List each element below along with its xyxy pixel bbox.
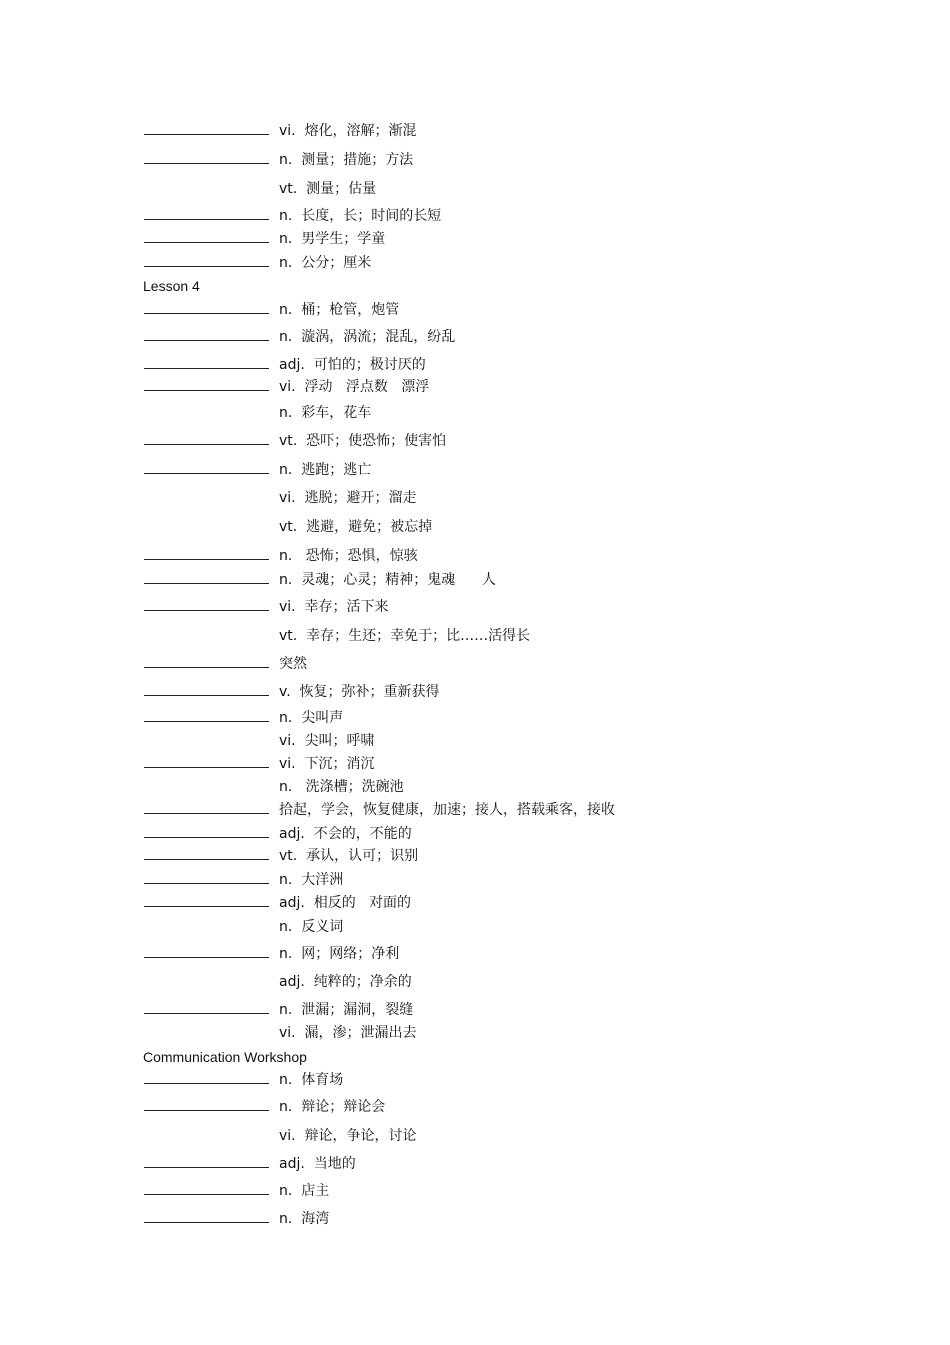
answer-blank[interactable] — [144, 837, 269, 838]
vocab-row — [0, 1126, 950, 1148]
definition: n. 公分；厘米 — [279, 255, 372, 271]
answer-blank[interactable] — [144, 242, 269, 243]
section-heading-communication-workshop: Communication Workshop — [143, 1049, 307, 1065]
answer-blank[interactable] — [144, 813, 269, 814]
section-heading-lesson-4: Lesson 4 — [143, 278, 200, 294]
definition: n. 反义词 — [279, 919, 344, 935]
definition: n. 店主 — [279, 1183, 330, 1199]
answer-blank[interactable] — [144, 1167, 269, 1168]
definition: n. 洗涤槽；洗碗池 — [279, 779, 404, 795]
answer-blank[interactable] — [144, 1222, 269, 1223]
answer-blank[interactable] — [144, 559, 269, 560]
definition: vi. 幸存；活下来 — [279, 599, 389, 615]
answer-blank[interactable] — [144, 266, 269, 267]
answer-blank[interactable] — [144, 340, 269, 341]
definition: n. 长度，长；时间的长短 — [279, 208, 442, 224]
answer-blank[interactable] — [144, 906, 269, 907]
vocab-row — [0, 1000, 950, 1022]
vocab-row — [0, 460, 950, 482]
answer-blank[interactable] — [144, 1194, 269, 1195]
vocab-row — [0, 253, 950, 275]
vocab-row — [0, 654, 950, 676]
vocab-row — [0, 846, 950, 868]
answer-blank[interactable] — [144, 695, 269, 696]
answer-blank[interactable] — [144, 219, 269, 220]
definition: n. 灵魂；心灵；精神；鬼魂 人 — [279, 572, 496, 588]
definition: n. 辩论；辩论会 — [279, 1099, 386, 1115]
vocab-row — [0, 229, 950, 251]
definition: n. 测量；措施；方法 — [279, 152, 414, 168]
definition: vt. 承认，认可；识别 — [279, 848, 419, 864]
vocab-row — [0, 377, 950, 399]
definition: v. 恢复；弥补；重新获得 — [279, 684, 440, 700]
answer-blank[interactable] — [144, 1083, 269, 1084]
definition: vi. 逃脱；避开；溜走 — [279, 490, 417, 506]
vocab-row — [0, 597, 950, 619]
definition: n. 男学生；学童 — [279, 231, 386, 247]
definition: n. 恐怖；恐惧，惊骇 — [279, 548, 418, 564]
definition: n. 桶；枪管，炮管 — [279, 302, 400, 318]
vocab-row — [0, 403, 950, 425]
vocab-row — [0, 1181, 950, 1203]
definition: n. 泄漏；漏洞，裂缝 — [279, 1002, 414, 1018]
definition: n. 彩车，花车 — [279, 405, 372, 421]
definition: n. 尖叫声 — [279, 710, 344, 726]
vocab-row — [0, 870, 950, 892]
answer-blank[interactable] — [144, 390, 269, 391]
definition: vt. 幸存；生还；幸免于；比……活得长 — [279, 628, 531, 644]
definition: vt. 恐吓；使恐怖；使害怕 — [279, 433, 447, 449]
answer-blank[interactable] — [144, 583, 269, 584]
definition: adj. 可怕的；极讨厌的 — [279, 357, 426, 373]
vocab-row — [0, 355, 950, 377]
answer-blank[interactable] — [144, 134, 269, 135]
answer-blank[interactable] — [144, 1013, 269, 1014]
vocab-row — [0, 327, 950, 349]
answer-blank[interactable] — [144, 473, 269, 474]
vocab-row — [0, 121, 950, 143]
vocab-row — [0, 179, 950, 201]
definition: vi. 熔化，溶解；渐混 — [279, 123, 417, 139]
definition: adj. 相反的 对面的 — [279, 895, 412, 911]
definition: vi. 漏，渗；泄漏出去 — [279, 1025, 417, 1041]
definition: adj. 纯粹的；净余的 — [279, 974, 412, 990]
definition: adj. 当地的 — [279, 1156, 356, 1172]
vocab-row — [0, 488, 950, 510]
vocab-row — [0, 944, 950, 966]
vocab-row — [0, 1070, 950, 1092]
definition: n. 逃跑；逃亡 — [279, 462, 372, 478]
definition: vi. 下沉；消沉 — [279, 756, 375, 772]
definition: 拾起，学会，恢复健康，加速；接人，搭载乘客，接收 — [279, 802, 615, 818]
answer-blank[interactable] — [144, 163, 269, 164]
vocab-row — [0, 1023, 950, 1045]
answer-blank[interactable] — [144, 610, 269, 611]
vocab-row — [0, 824, 950, 846]
vocab-row — [0, 917, 950, 939]
answer-blank[interactable] — [144, 667, 269, 668]
definition: vi. 尖叫；呼啸 — [279, 733, 375, 749]
vocab-row — [0, 206, 950, 228]
definition: vi. 辩论，争论，讨论 — [279, 1128, 417, 1144]
definition: 突然 — [279, 656, 307, 672]
answer-blank[interactable] — [144, 444, 269, 445]
definition: vt. 逃避，避免；被忘掉 — [279, 519, 433, 535]
vocab-row — [0, 893, 950, 915]
answer-blank[interactable] — [144, 767, 269, 768]
vocab-row — [0, 731, 950, 753]
definition: n. 漩涡，涡流；混乱，纷乱 — [279, 329, 456, 345]
vocab-row — [0, 972, 950, 994]
answer-blank[interactable] — [144, 1110, 269, 1111]
answer-blank[interactable] — [144, 957, 269, 958]
vocab-row — [0, 1097, 950, 1119]
vocab-row — [0, 150, 950, 172]
vocab-row — [0, 570, 950, 592]
vocab-row — [0, 1154, 950, 1176]
answer-blank[interactable] — [144, 313, 269, 314]
definition: n. 体育场 — [279, 1072, 344, 1088]
definition: adj. 不会的，不能的 — [279, 826, 412, 842]
answer-blank[interactable] — [144, 859, 269, 860]
vocab-row — [0, 708, 950, 730]
definition: n. 大洋洲 — [279, 872, 344, 888]
vocab-row — [0, 777, 950, 799]
definition: vt. 测量；估量 — [279, 181, 377, 197]
definition: vi. 浮动 浮点数 漂浮 — [279, 379, 430, 395]
vocab-row — [0, 800, 950, 822]
vocab-row — [0, 300, 950, 322]
vocab-row — [0, 626, 950, 648]
vocab-row — [0, 546, 950, 568]
vocab-row — [0, 682, 950, 704]
definition: n. 海湾 — [279, 1211, 330, 1227]
answer-blank[interactable] — [144, 721, 269, 722]
definition: n. 网；网络；净利 — [279, 946, 400, 962]
vocab-row — [0, 754, 950, 776]
vocab-row — [0, 517, 950, 539]
vocab-row — [0, 1209, 950, 1231]
answer-blank[interactable] — [144, 368, 269, 369]
answer-blank[interactable] — [144, 883, 269, 884]
vocab-row — [0, 431, 950, 453]
